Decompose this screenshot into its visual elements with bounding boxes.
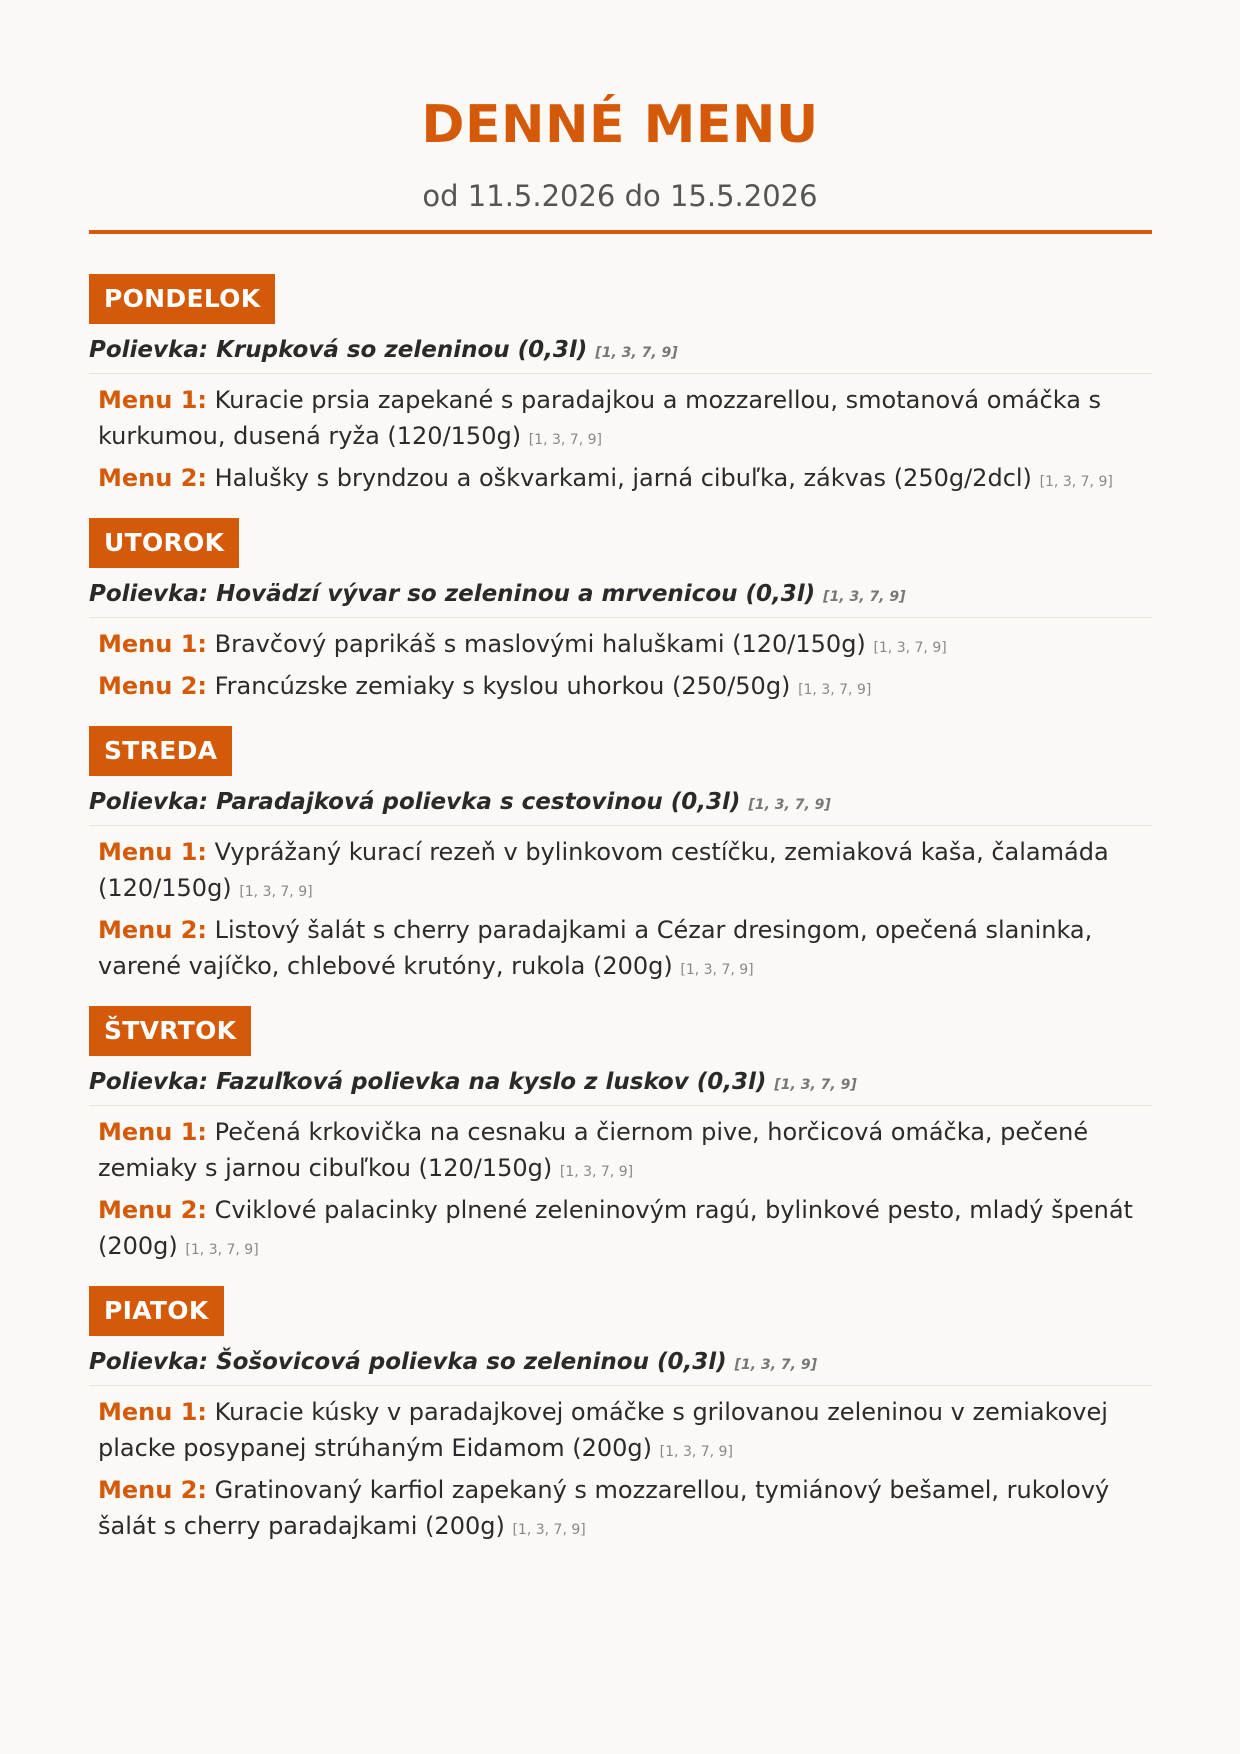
menu-allergens: [1, 3, 7, 9] (239, 884, 313, 900)
menu-allergens: [1, 3, 7, 9] (185, 1242, 259, 1258)
menu-item (98, 382, 1152, 458)
menu-allergens: [1, 3, 7, 9] (873, 640, 947, 656)
soup-line (89, 577, 1152, 618)
menu-text: Halušky s bryndzou a oškvarkami, jarná cibuľka, zákvas (250g/2dcl) (214, 464, 1032, 492)
day-badge: UTOROK (89, 518, 239, 568)
soup-line (89, 333, 1152, 374)
soup-allergens: [1, 3, 7, 9] (595, 345, 678, 361)
menu-label: Menu 2: (98, 916, 207, 944)
day-badge: PONDELOK (89, 274, 275, 324)
soup-label: Polievka: (89, 789, 209, 815)
soup-line (89, 1065, 1152, 1106)
soup-allergens: [1, 3, 7, 9] (774, 1077, 857, 1093)
soup-name: Krupková so zeleninou (0,3l) (216, 337, 588, 363)
menu-label: Menu 2: (98, 464, 207, 492)
soup-label: Polievka: (89, 581, 209, 607)
day-section (89, 274, 1152, 500)
soup-name: Šošovicová polievka so zeleninou (0,3l) (216, 1349, 727, 1375)
soup-line (89, 785, 1152, 826)
menu-text: Gratinovaný karfiol zapekaný s mozzarellou, tymiánový bešamel, rukolový šalát s cherry paradajkami (200g) (98, 1476, 1110, 1540)
menu-text: Pečená krkovička na cesnaku a čiernom pive, horčicová omáčka, pečené zemiaky s jarnou cibuľkou (120/150g) (98, 1118, 1089, 1182)
soup-allergens: [1, 3, 7, 9] (748, 797, 831, 813)
page-title: DENNÉ MENU (421, 95, 819, 155)
day-section (89, 1286, 1152, 1548)
menu-item (98, 912, 1152, 988)
days-list (89, 274, 1152, 1566)
soup-label: Polievka: (89, 1069, 209, 1095)
date-range: od 11.5.2026 do 15.5.2026 (422, 179, 818, 213)
menu-item (98, 1394, 1152, 1470)
soup-name: Fazuľková polievka na kyslo z luskov (0,3l) (216, 1069, 767, 1095)
day-badge: PIATOK (89, 1286, 224, 1336)
menu-item (98, 668, 1152, 708)
soup-label: Polievka: (89, 337, 209, 363)
soup-line (89, 1345, 1152, 1386)
menu-label: Menu 2: (98, 672, 207, 700)
menu-item (98, 460, 1152, 500)
menu-item (98, 1472, 1152, 1548)
day-section (89, 1006, 1152, 1268)
header-divider (89, 230, 1152, 234)
menu-label: Menu 1: (98, 1398, 207, 1426)
menu-label: Menu 1: (98, 1118, 207, 1146)
day-section (89, 726, 1152, 988)
menu-allergens: [1, 3, 7, 9] (1039, 474, 1113, 490)
menu-text: Vyprážaný kurací rezeň v bylinkovom cestíčku, zemiaková kaša, čalamáda (120/150g) (98, 838, 1109, 902)
menu-label: Menu 1: (98, 630, 207, 658)
day-badge: STREDA (89, 726, 232, 776)
menu-allergens: [1, 3, 7, 9] (559, 1164, 634, 1180)
menu-text: Francúzske zemiaky s kyslou uhorkou (250/50g) (214, 672, 791, 700)
menu-item (98, 834, 1152, 910)
menu-text: Kuracie kúsky v paradajkovej omáčke s grilovanou zeleninou v zemiakovej placke posypanej strúhaným Eidamom (200g) (98, 1398, 1108, 1462)
day-badge: ŠTVRTOK (89, 1006, 251, 1056)
soup-name: Paradajková polievka s cestovinou (0,3l) (216, 789, 741, 815)
menu-text: Cviklové palacinky plnené zeleninovým ragú, bylinkové pesto, mladý špenát (200g) (98, 1196, 1133, 1260)
menu-label: Menu 1: (98, 838, 207, 866)
menu-label: Menu 1: (98, 386, 207, 414)
menu-text: Listový šalát s cherry paradajkami a Cézar dresingom, opečená slaninka, varené vajíčko, chlebové krutóny, rukola (200g) (98, 916, 1093, 980)
menu-item (98, 1114, 1152, 1190)
soup-allergens: [1, 3, 7, 9] (823, 589, 906, 605)
menu-item (98, 626, 1152, 666)
menu-allergens: [1, 3, 7, 9] (528, 432, 602, 448)
header (0, 0, 1240, 214)
menu-allergens: [1, 3, 7, 9] (659, 1444, 733, 1460)
soup-label: Polievka: (89, 1349, 209, 1375)
menu-allergens: [1, 3, 7, 9] (680, 962, 754, 978)
menu-text: Bravčový paprikáš s maslovými haluškami (120/150g) (214, 630, 866, 658)
menu-label: Menu 2: (98, 1476, 207, 1504)
soup-name: Hovädzí vývar so zeleninou a mrvenicou (0,3l) (216, 581, 816, 607)
menu-text: Kuracie prsia zapekané s paradajkou a mozzarellou, smotanová omáčka s kurkumou, dusená ryža (120/150g) (98, 386, 1102, 450)
menu-label: Menu 2: (98, 1196, 207, 1224)
soup-allergens: [1, 3, 7, 9] (734, 1357, 817, 1373)
menu-allergens: [1, 3, 7, 9] (798, 682, 872, 698)
menu-allergens: [1, 3, 7, 9] (512, 1522, 586, 1538)
day-section (89, 518, 1152, 708)
menu-item (98, 1192, 1152, 1268)
